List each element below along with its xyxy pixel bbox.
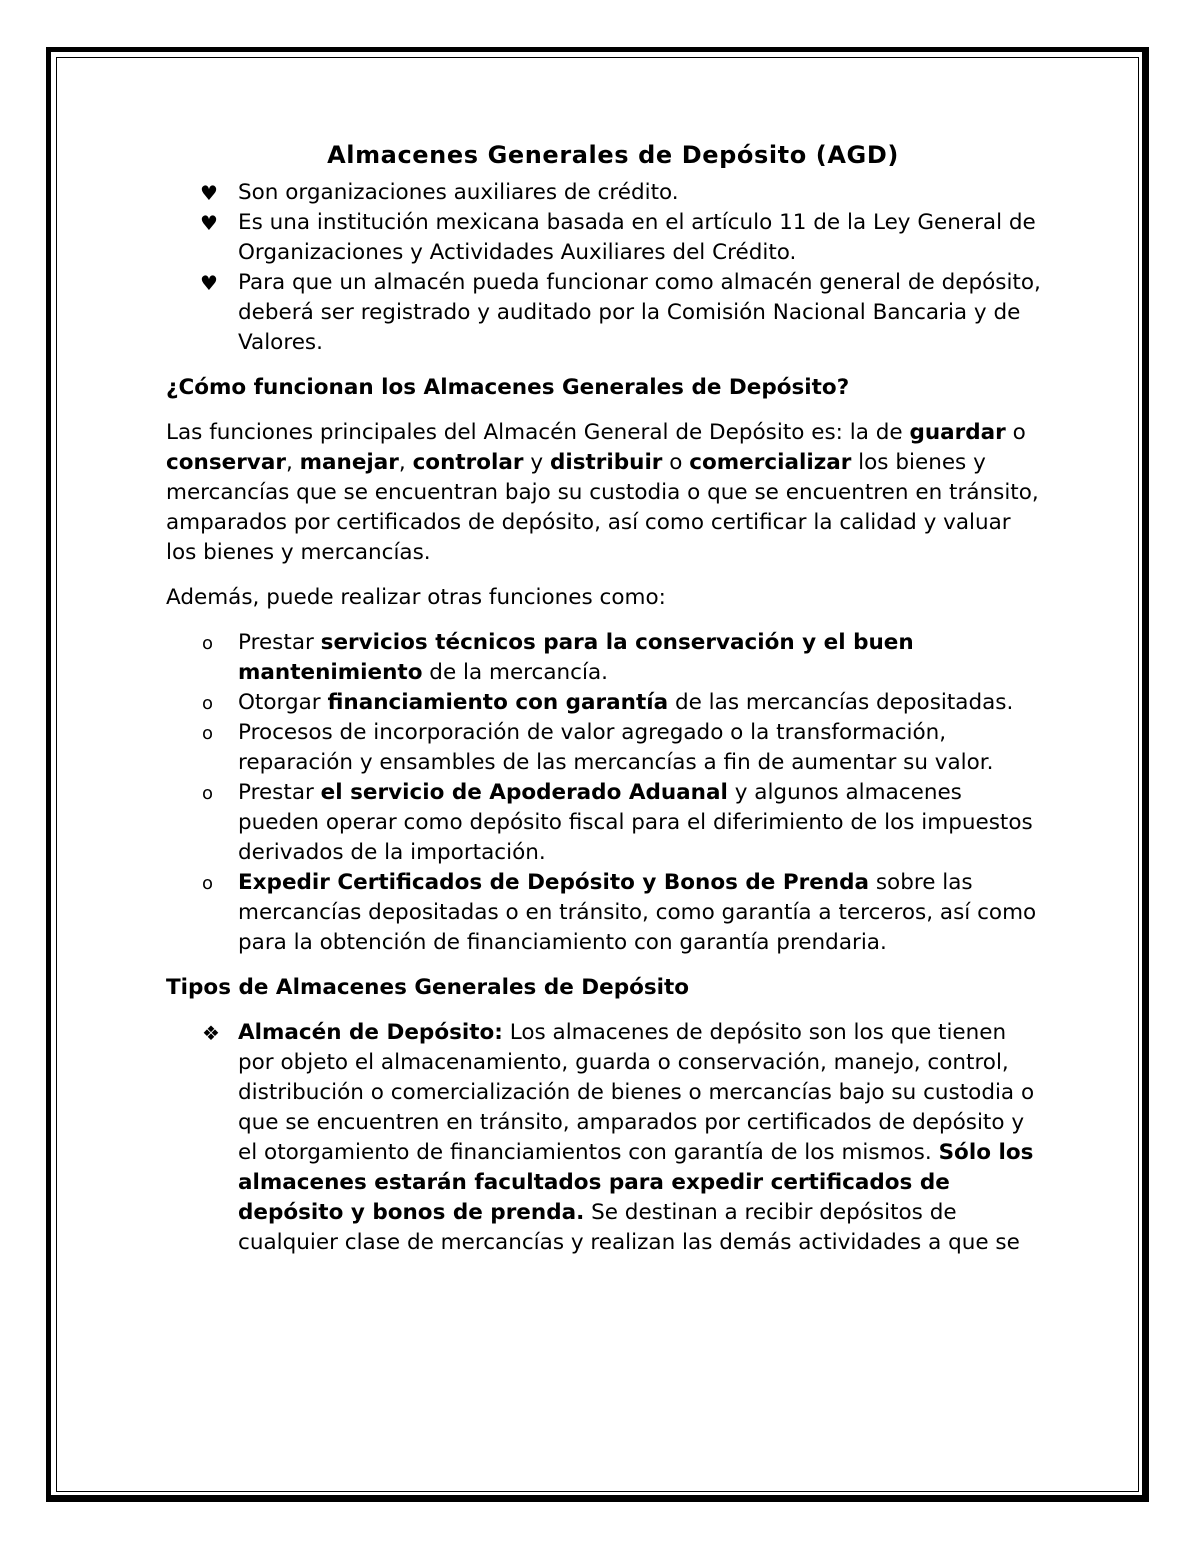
diamond-bullet-icon: ❖ xyxy=(202,1021,220,1045)
text-run: Otorgar xyxy=(238,690,328,715)
text-run: o xyxy=(662,450,690,475)
text-run: o xyxy=(1005,420,1026,445)
text-run: sobre las mercancías depositadas o en tránsito, como garantía a terceros, así como para la obtención de financiamiento con garantía prendaria. xyxy=(238,870,1037,955)
functions-list xyxy=(166,628,1046,958)
list-item-text: Es una institución mexicana basada en el artículo 11 de la Ley General de Organizaciones y Actividades Auxiliares del Crédito. xyxy=(238,210,1036,265)
text-run: y xyxy=(523,450,550,475)
document-body xyxy=(166,138,1046,1258)
page-title: Almacenes Generales de Depósito (AGD) xyxy=(327,141,899,169)
text-run: Se destinan a recibir depósitos de cualquier clase de mercancías y realizan las demás actividades a que se xyxy=(238,1200,1020,1255)
list-item xyxy=(166,208,1046,268)
text-run: Procesos de incorporación de valor agregado o la transformación, reparación y ensambles de las mercancías a fin de aumentar su valor. xyxy=(238,720,994,775)
intro-bullet-list xyxy=(166,178,1046,358)
circle-bullet-icon: o xyxy=(202,693,214,714)
list-item xyxy=(166,868,1046,958)
bold-text: guardar xyxy=(909,420,1006,445)
heart-bullet-icon: ♥ xyxy=(200,211,218,235)
bold-text: servicios técnicos para la conservación y el buen mantenimiento xyxy=(238,630,914,685)
text-run: los bienes y mercancías que se encuentran bajo su custodia o que se encuentren en tránsito, amparados por certificados de depósito, así como certificar la calidad y valuar los bienes y mercancías. xyxy=(166,450,1039,565)
list-item-text: Para que un almacén pueda funcionar como almacén general de depósito, deberá ser registrado y auditado por la Comisión Nacional Bancaria y de Valores. xyxy=(238,270,1041,355)
list-item xyxy=(166,178,1046,208)
list-item xyxy=(166,718,1046,778)
circle-bullet-icon: o xyxy=(202,783,214,804)
circle-bullet-icon: o xyxy=(202,633,214,654)
bold-text: manejar xyxy=(299,450,399,475)
text-run: y algunos almacenes pueden operar como depósito fiscal para el diferimiento de los impuestos derivados de la importación. xyxy=(238,780,1033,865)
bold-text: Expedir Certificados de Depósito y Bonos de Prenda xyxy=(238,870,869,895)
list-item xyxy=(166,1018,1046,1258)
text-run: de las mercancías depositadas. xyxy=(668,690,1014,715)
list-item-text: Son organizaciones auxiliares de crédito. xyxy=(238,180,679,205)
text-run: Los almacenes de depósito son los que tienen por objeto el almacenamiento, guarda o conservación, manejo, control, distribución o comercialización de bienes o mercancías bajo su custodia o que se encuentren en tránsito, amparados por certificados de depósito y el otorgamiento de financiamientos con garantía de los mismos. xyxy=(238,1020,1035,1165)
other-functions-intro: Además, puede realizar otras funciones como: xyxy=(166,585,666,610)
functions-paragraph xyxy=(166,418,1046,568)
bold-text: Almacén de Depósito: xyxy=(238,1020,503,1045)
bold-text: distribuir xyxy=(549,450,663,475)
text-run: , xyxy=(285,450,300,475)
text-run: de la mercancía. xyxy=(422,660,608,685)
bold-text: comercializar xyxy=(689,450,852,475)
bold-text: Sólo los almacenes estarán facultados para expedir certificados de depósito y bonos de prenda. xyxy=(238,1140,1034,1225)
section-heading-how-it-works: ¿Cómo funcionan los Almacenes Generales de Depósito? xyxy=(166,375,850,400)
text-run: Prestar xyxy=(238,630,321,655)
list-item xyxy=(166,628,1046,688)
text-run: Prestar xyxy=(238,780,321,805)
types-list xyxy=(166,1018,1046,1258)
circle-bullet-icon: o xyxy=(202,723,214,744)
bold-text: financiamiento con garantía xyxy=(327,690,669,715)
text-run: Las funciones principales del Almacén General de Depósito es: la de xyxy=(166,420,910,445)
list-item xyxy=(166,778,1046,868)
bold-text: conservar xyxy=(166,450,286,475)
heart-bullet-icon: ♥ xyxy=(200,271,218,295)
list-item xyxy=(166,688,1046,718)
heart-bullet-icon: ♥ xyxy=(200,181,218,205)
bold-text: controlar xyxy=(412,450,524,475)
text-run: , xyxy=(398,450,413,475)
list-item xyxy=(166,268,1046,358)
bold-text: el servicio de Apoderado Aduanal xyxy=(320,780,728,805)
circle-bullet-icon: o xyxy=(202,873,214,894)
section-heading-types: Tipos de Almacenes Generales de Depósito xyxy=(166,975,690,1000)
